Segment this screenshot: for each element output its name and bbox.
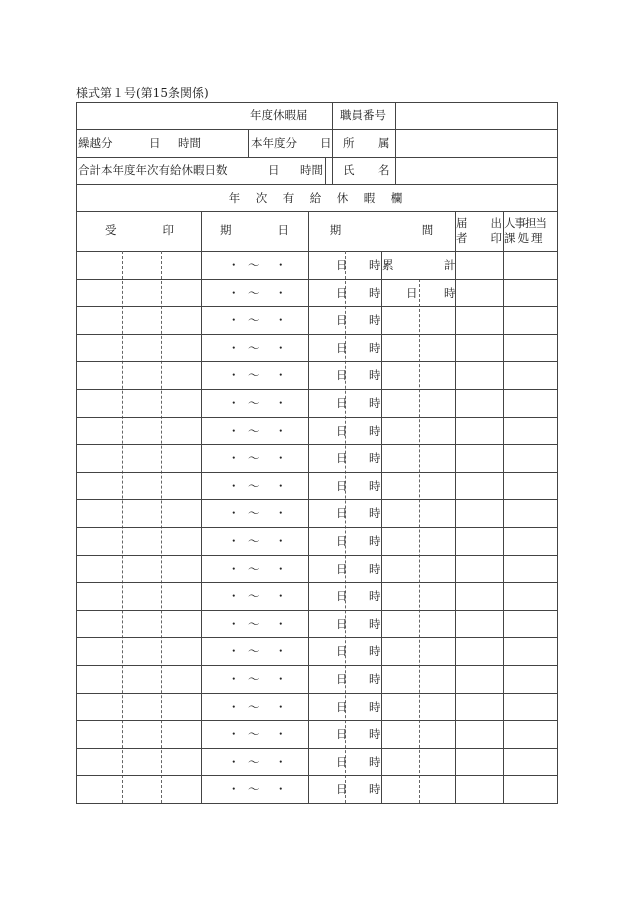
period-hour-unit: 時 [369, 258, 381, 272]
column-header-hr-line1: 人事担当 [504, 216, 546, 230]
section-title: 年 次 有 給 休 暇 欄 [228, 191, 405, 205]
date-tilde: ～ [248, 562, 260, 576]
period-day-unit: 日 [336, 368, 348, 382]
date-tilde: ～ [248, 506, 260, 520]
period-day-unit: 日 [336, 258, 348, 272]
row-divider [76, 279, 558, 280]
period-hour-unit: 時 [369, 451, 381, 465]
period-day-unit: 日 [336, 700, 348, 714]
column-header-seal: 受 印 [105, 223, 174, 237]
period-hour-unit: 時 [369, 700, 381, 714]
row-divider [76, 637, 558, 638]
carryover-label: 繰越分 [78, 136, 113, 150]
row-divider [76, 748, 558, 749]
period-hour-unit: 時 [369, 534, 381, 548]
period-day-unit: 日 [336, 534, 348, 548]
period-day-unit: 日 [336, 672, 348, 686]
date-tilde: ～ [248, 258, 260, 272]
date-tilde: ～ [248, 755, 260, 769]
date-dot-start: ・ [228, 313, 240, 327]
date-dot-end: ・ [275, 506, 287, 520]
date-dot-start: ・ [228, 617, 240, 631]
date-tilde: ～ [248, 313, 260, 327]
date-tilde: ～ [248, 727, 260, 741]
date-dot-start: ・ [228, 782, 240, 796]
date-dot-start: ・ [228, 368, 240, 382]
table-top-border [76, 102, 558, 103]
period-hour-unit: 時 [369, 424, 381, 438]
row-divider [76, 417, 558, 418]
row-divider [76, 527, 558, 528]
period-day-unit: 日 [336, 424, 348, 438]
form-title: 年度休暇届 [250, 108, 308, 122]
date-dot-end: ・ [275, 451, 287, 465]
date-dot-end: ・ [275, 617, 287, 631]
table-right-border [557, 102, 558, 185]
period-hour-unit: 時 [369, 644, 381, 658]
row-divider [76, 693, 558, 694]
total-paid-leave-label: 合計本年度年次有給休暇日数 [78, 163, 228, 177]
total-hour-unit: 時間 [300, 163, 323, 177]
period-day-unit: 日 [336, 782, 348, 796]
cumulative-day-unit: 日 [406, 286, 418, 300]
period-hour-unit: 時 [369, 562, 381, 576]
grid-line-h [76, 211, 558, 212]
staff-number-label: 職員番号 [340, 108, 386, 122]
period-day-unit: 日 [336, 341, 348, 355]
row-divider [76, 306, 558, 307]
date-dot-end: ・ [275, 727, 287, 741]
carryover-day-unit: 日 [149, 136, 161, 150]
row-divider [76, 610, 558, 611]
date-dot-start: ・ [228, 506, 240, 520]
grid-line-v [76, 211, 77, 252]
date-dot-start: ・ [228, 755, 240, 769]
date-dot-end: ・ [275, 368, 287, 382]
period-day-unit: 日 [336, 589, 348, 603]
date-dot-start: ・ [228, 451, 240, 465]
date-tilde: ～ [248, 396, 260, 410]
date-tilde: ～ [248, 782, 260, 796]
date-tilde: ～ [248, 534, 260, 548]
date-dot-end: ・ [275, 341, 287, 355]
date-tilde: ～ [248, 341, 260, 355]
period-hour-unit: 時 [369, 286, 381, 300]
period-hour-unit: 時 [369, 782, 381, 796]
date-dot-end: ・ [275, 562, 287, 576]
date-dot-end: ・ [275, 258, 287, 272]
period-hour-unit: 時 [369, 506, 381, 520]
department-label: 所 属 [343, 136, 396, 150]
date-tilde: ～ [248, 424, 260, 438]
period-hour-unit: 時 [369, 368, 381, 382]
date-dot-start: ・ [228, 589, 240, 603]
grid-line-v [557, 211, 558, 252]
date-dot-end: ・ [275, 782, 287, 796]
form-number: 様式第１号(第15条関係) [76, 86, 209, 100]
row-divider [76, 499, 558, 500]
period-day-unit: 日 [336, 562, 348, 576]
period-day-unit: 日 [336, 755, 348, 769]
date-tilde: ～ [248, 589, 260, 603]
row-divider [76, 555, 558, 556]
current-year-day-unit: 日 [320, 136, 332, 150]
period-hour-unit: 時 [369, 589, 381, 603]
date-dot-end: ・ [275, 424, 287, 438]
row-divider [76, 582, 558, 583]
grid-line-v [332, 102, 333, 185]
period-day-unit: 日 [336, 396, 348, 410]
current-year-label: 本年度分 [251, 136, 297, 150]
row-divider [76, 775, 558, 776]
date-dot-start: ・ [228, 479, 240, 493]
period-day-unit: 日 [336, 644, 348, 658]
period-hour-unit: 時 [369, 672, 381, 686]
row-divider [76, 444, 558, 445]
column-header-applicant-line1: 届 出 [456, 216, 502, 230]
date-tilde: ～ [248, 644, 260, 658]
cumulative-total-label: 計 [444, 258, 456, 272]
total-day-unit: 日 [268, 163, 280, 177]
column-header-applicant-line2: 者 印 [456, 231, 502, 245]
cumulative-hour-unit: 時 [444, 286, 456, 300]
period-day-unit: 日 [336, 286, 348, 300]
date-dot-end: ・ [275, 396, 287, 410]
period-day-unit: 日 [336, 451, 348, 465]
row-divider [76, 720, 558, 721]
date-dot-start: ・ [228, 396, 240, 410]
row-divider [76, 472, 558, 473]
period-hour-unit: 時 [369, 341, 381, 355]
period-day-unit: 日 [336, 617, 348, 631]
date-dot-end: ・ [275, 644, 287, 658]
date-dot-start: ・ [228, 700, 240, 714]
period-hour-unit: 時 [369, 727, 381, 741]
date-dot-end: ・ [275, 589, 287, 603]
column-header-date: 期 日 [220, 223, 289, 237]
dashed-divider [419, 279, 420, 803]
date-tilde: ～ [248, 286, 260, 300]
period-hour-unit: 時 [369, 313, 381, 327]
table-bottom-border [76, 803, 558, 804]
date-tilde: ～ [248, 672, 260, 686]
date-tilde: ～ [248, 617, 260, 631]
grid-line-v [557, 184, 558, 212]
date-tilde: ～ [248, 451, 260, 465]
date-dot-end: ・ [275, 672, 287, 686]
row-divider [76, 361, 558, 362]
date-tilde: ～ [248, 479, 260, 493]
name-label: 氏 名 [343, 163, 396, 177]
grid-line-h [76, 157, 558, 158]
date-dot-start: ・ [228, 727, 240, 741]
grid-line-h [76, 251, 558, 252]
period-hour-unit: 時 [369, 755, 381, 769]
date-dot-start: ・ [228, 258, 240, 272]
grid-line-h [76, 129, 558, 130]
period-day-unit: 日 [336, 727, 348, 741]
date-dot-end: ・ [275, 313, 287, 327]
date-tilde: ～ [248, 700, 260, 714]
carryover-hour-unit: 時間 [178, 136, 201, 150]
date-dot-start: ・ [228, 286, 240, 300]
date-dot-start: ・ [228, 672, 240, 686]
date-dot-start: ・ [228, 534, 240, 548]
row-divider [76, 665, 558, 666]
date-dot-end: ・ [275, 700, 287, 714]
date-dot-start: ・ [228, 424, 240, 438]
date-dot-end: ・ [275, 286, 287, 300]
period-hour-unit: 時 [369, 479, 381, 493]
date-dot-end: ・ [275, 755, 287, 769]
grid-line-v [248, 129, 249, 158]
period-hour-unit: 時 [369, 617, 381, 631]
date-dot-end: ・ [275, 534, 287, 548]
column-header-period: 期 間 [329, 223, 434, 237]
cumulative-label: 累 [382, 258, 394, 272]
date-dot-start: ・ [228, 644, 240, 658]
table-left-border [76, 102, 77, 185]
period-day-unit: 日 [336, 479, 348, 493]
period-day-unit: 日 [336, 313, 348, 327]
date-dot-end: ・ [275, 479, 287, 493]
row-divider [76, 334, 558, 335]
date-dot-start: ・ [228, 341, 240, 355]
period-hour-unit: 時 [369, 396, 381, 410]
row-divider [76, 389, 558, 390]
date-dot-start: ・ [228, 562, 240, 576]
grid-line-h [76, 184, 558, 185]
grid-line-v [325, 157, 326, 185]
period-day-unit: 日 [336, 506, 348, 520]
column-header-hr-line2: 課処理 [504, 231, 545, 245]
date-tilde: ～ [248, 368, 260, 382]
